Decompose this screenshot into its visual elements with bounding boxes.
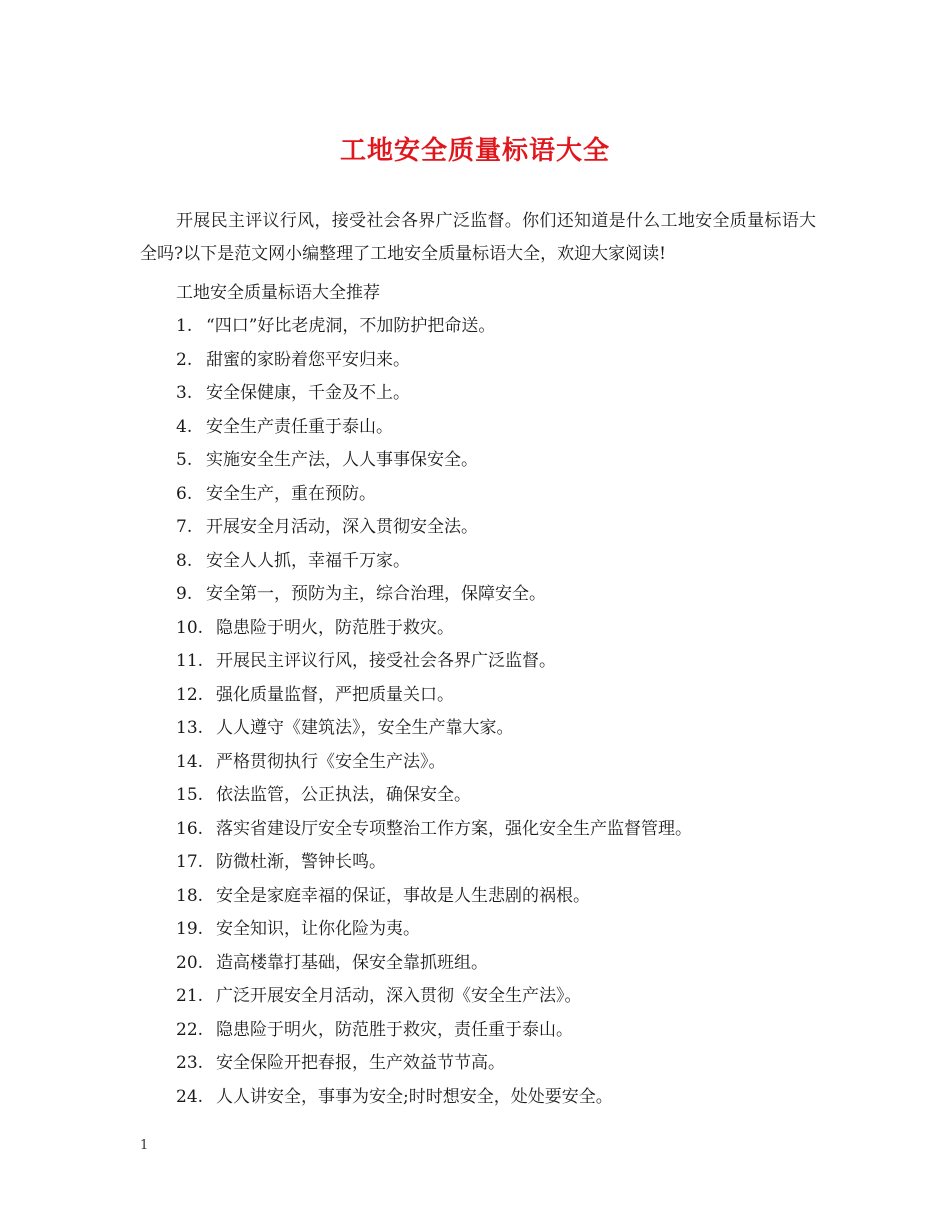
- item-number: 11.: [176, 651, 204, 671]
- item-text: 防微杜渐，警钟长鸣。: [216, 852, 386, 872]
- item-number: 15.: [176, 785, 204, 805]
- item-number: 17.: [176, 852, 204, 872]
- list-item: [176, 411, 692, 445]
- item-text: 人人讲安全，事事为安全;时时想安全，处处要安全。: [216, 1086, 613, 1107]
- list-item: [176, 478, 692, 512]
- item-text: 落实省建设厅安全专项整治工作方案，强化安全生产监督管理。: [216, 818, 692, 839]
- list-item: [176, 377, 692, 411]
- item-number: 9.: [176, 584, 193, 604]
- item-text: 严格贯彻执行《安全生产法》。: [216, 751, 446, 772]
- item-text: 造高楼靠打基础，保安全靠抓班组。: [216, 952, 488, 973]
- item-text: 甜蜜的家盼着您平安归来。: [206, 349, 410, 370]
- list-item: [176, 645, 692, 679]
- item-text: 开展安全月活动，深入贯彻安全法。: [206, 517, 478, 537]
- item-number: 8.: [176, 550, 193, 571]
- list-item: [176, 880, 692, 914]
- item-number: 23.: [176, 1053, 204, 1073]
- item-text: 隐患险于明火，防范胜于救灾，责任重于泰山。: [216, 1019, 573, 1040]
- list-item: [176, 545, 692, 579]
- item-text: 安全知识，让你化险为夷。: [216, 919, 420, 939]
- item-text: 隐患险于明火，防范胜于救灾。: [216, 617, 454, 638]
- item-text: 安全保险开把春报，生产效益节节高。: [216, 1053, 505, 1073]
- list-item: [176, 913, 692, 947]
- list-item: [176, 779, 692, 813]
- item-text: 安全生产，重在预防。: [206, 483, 376, 504]
- list-item: [176, 846, 692, 880]
- item-number: 24.: [176, 1086, 204, 1107]
- list-item: [176, 746, 692, 780]
- list-item: [176, 1014, 692, 1048]
- item-number: 4.: [176, 416, 193, 437]
- page-number: 1: [140, 1138, 149, 1153]
- list-item: [176, 578, 692, 612]
- list-item: [176, 712, 692, 746]
- item-text: 开展民主评议行风，接受社会各界广泛监督。: [216, 651, 556, 671]
- page-title: 工地安全质量标语大全: [339, 136, 610, 166]
- item-text: 安全保健康，千金及不上。: [206, 383, 410, 403]
- item-text: “四口”好比老虎洞，不加防护把命送。: [206, 316, 496, 336]
- item-text: 安全生产责任重于泰山。: [206, 416, 393, 437]
- item-text: 广泛开展安全月活动，深入贯彻《安全生产法》。: [216, 986, 582, 1006]
- item-number: 7.: [176, 517, 193, 537]
- list-item: [176, 1081, 692, 1115]
- item-text: 安全第一，预防为主，综合治理，保障安全。: [206, 584, 546, 604]
- item-number: 2.: [176, 349, 193, 370]
- list-item: [176, 947, 692, 981]
- item-number: 12.: [176, 684, 204, 705]
- list-item: [176, 444, 692, 478]
- list-item: [176, 344, 692, 378]
- item-number: 10.: [176, 617, 204, 638]
- list-item: [176, 612, 692, 646]
- list-item: [176, 511, 692, 545]
- item-number: 21.: [176, 986, 204, 1006]
- intro-paragraph: 开展民主评议行风，接受社会各界广泛监督。你们还知道是什么工地安全质量标语大全吗?以下是范文网小编整理了工地安全质量标语大全，欢迎大家阅读!: [140, 211, 816, 264]
- item-number: 22.: [176, 1019, 204, 1040]
- section-subheading: 工地安全质量标语大全推荐: [176, 283, 380, 303]
- item-number: 20.: [176, 952, 204, 973]
- list-item: [176, 679, 692, 713]
- item-number: 16.: [176, 818, 204, 839]
- item-number: 1.: [176, 316, 193, 336]
- item-number: 5.: [176, 450, 193, 470]
- item-number: 6.: [176, 483, 193, 504]
- item-number: 14.: [176, 751, 204, 772]
- item-number: 19.: [176, 919, 204, 939]
- item-text: 强化质量监督，严把质量关口。: [216, 684, 454, 705]
- item-text: 安全是家庭幸福的保证，事故是人生悲剧的祸根。: [216, 885, 590, 906]
- list-item: [176, 310, 692, 344]
- list-item: [176, 980, 692, 1014]
- item-number: 13.: [176, 718, 204, 738]
- item-text: 依法监管，公正执法，确保安全。: [216, 785, 471, 805]
- list-item: [176, 1047, 692, 1081]
- item-text: 安全人人抓，幸福千万家。: [206, 550, 410, 571]
- item-text: 实施安全生产法，人人事事保安全。: [206, 450, 478, 470]
- item-text: 人人遵守《建筑法》，安全生产靠大家。: [216, 718, 514, 738]
- item-number: 18.: [176, 885, 204, 906]
- slogan-list: [176, 310, 692, 1114]
- item-number: 3.: [176, 383, 193, 403]
- list-item: [176, 813, 692, 847]
